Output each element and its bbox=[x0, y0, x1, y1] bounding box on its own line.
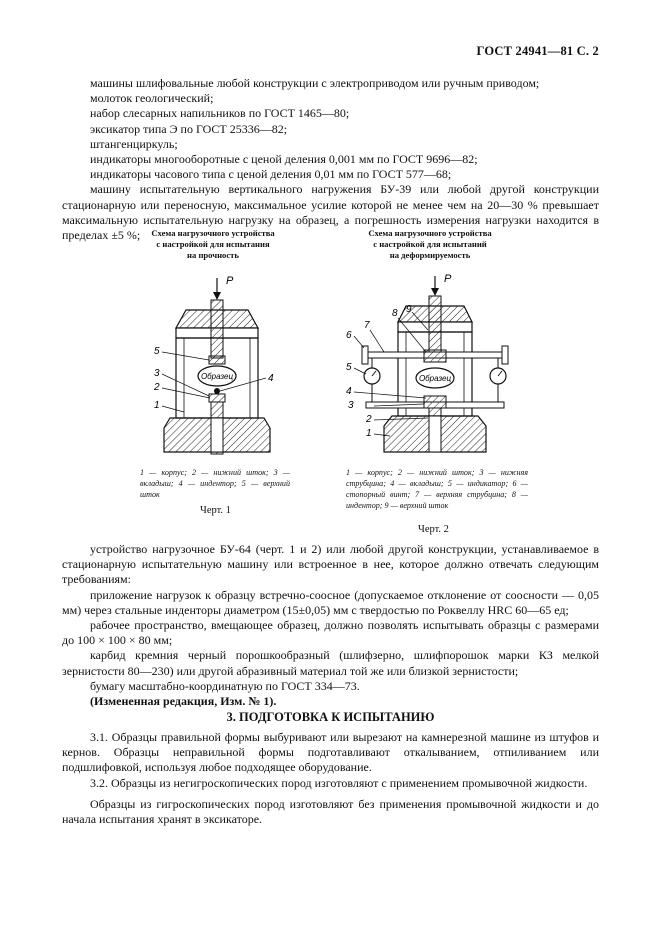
sample-label: Образец bbox=[200, 372, 234, 381]
list-item: машину испытательную вертикального нагружения БУ-39 или любой другой конструкции стационарную или переносную, максимальное усилие которой не менее чем на 20—30 % превышает максимальную испытательную нагрузку на образец, а погрешность измерения нагрузки находится в пределах ±5 %; bbox=[62, 182, 599, 243]
callout-4: 4 bbox=[346, 386, 352, 397]
list-item: набор слесарных напильников по ГОСТ 1465—80; bbox=[90, 106, 350, 121]
loading-device-block bbox=[62, 542, 599, 709]
load-label: Р bbox=[444, 273, 452, 285]
callout-3: 3 bbox=[154, 368, 160, 379]
paragraph-3-2: 3.2. Образцы из негигроскопических пород изготовляют с применением промывочной жидкости. bbox=[90, 775, 588, 790]
callout-4: 4 bbox=[268, 373, 274, 384]
figure1-legend: 1 — корпус; 2 — нижний шток; 3 — вкладыш; 4 — индентор; 5 — верхний шток bbox=[140, 468, 290, 499]
requirement-1: приложение нагрузок к образцу встречно-соосное (допускаемое отклонение от соосности — 0,05 мм) через стальные инденторы диаметром (15±0,05) мм с твердостью по Роквеллу HRC 60—65 ед; bbox=[62, 587, 599, 617]
list-item: машины шлифовальные любой конструкции с электроприводом или ручным приводом; bbox=[90, 76, 540, 90]
load-label: Р bbox=[226, 275, 234, 287]
equipment-list bbox=[62, 76, 599, 243]
requirement-2: рабочее пространство, вмещающее образец, должно позволять испытывать образцы с размерами до 100 × 100 × 80 мм; bbox=[62, 618, 599, 648]
callout-9: 9 bbox=[406, 304, 412, 315]
carbide-item: карбид кремния черный порошкообразный (шлифзерно, шлифпорошок марки КЗ мелкой зернистости 80—230) или другой абразивный материал той же или близкой зернистости; bbox=[62, 648, 599, 678]
callout-2: 2 bbox=[366, 414, 372, 425]
paragraph-3-1: 3.1. Образцы правильной формы выбуривают или вырезают на камнерезной машине из штуфов и кернов. Образцы неправильной формы подготавливают откалыванием, отпиливанием или подшлифовкой, используя любое подходящее оборудование. bbox=[62, 730, 599, 775]
callout-3: 3 bbox=[348, 400, 354, 411]
list-item: индикаторы многооборотные с ценой деления 0,001 мм по ГОСТ 9696—82; bbox=[90, 152, 478, 167]
callout-7: 7 bbox=[364, 320, 370, 331]
section-3-title: 3. ПОДГОТОВКА К ИСПЫТАНИЮ bbox=[226, 710, 435, 724]
callout-2: 2 bbox=[154, 382, 160, 393]
list-item: штангенциркуль; bbox=[90, 136, 178, 151]
section-3-body bbox=[62, 730, 599, 827]
list-item: индикаторы часового типа с ценой деления 0,01 мм по ГОСТ 577—68; bbox=[90, 167, 452, 182]
figure2-title: Схема нагрузочного устройства с настройкой для испытаний на деформируемость bbox=[368, 228, 492, 260]
callout-1: 1 bbox=[154, 400, 160, 411]
page-header: ГОСТ 24941—81 С. 2 bbox=[476, 44, 599, 58]
callout-8: 8 bbox=[392, 308, 398, 319]
callout-1: 1 bbox=[366, 428, 372, 439]
figure2-caption: Черт. 2 bbox=[418, 524, 449, 535]
figure2-legend: 1 — корпус; 2 — нижний шток; 3 — нижняя струбцина; 4 — вкладыш; 5 — индикатор; 6 — стопорный винт; 7 — верхняя струбцина; 8 — индентор; 9 — верхний шток bbox=[346, 468, 528, 510]
amendment-note: (Измененная редакция, Изм. № 1). bbox=[90, 694, 277, 709]
paragraph-3-3: Образцы из гигроскопических пород изготовляют без применения промывочной жидкости и до начала испытания хранят в эксикаторе. bbox=[62, 796, 599, 827]
list-item: эксикатор типа Э по ГОСТ 25336—82; bbox=[90, 121, 288, 136]
figure1-title: Схема нагрузочного устройства с настройкой для испытания на прочность bbox=[151, 228, 275, 260]
list-item: молоток геологический; bbox=[90, 91, 214, 106]
paper-item: бумагу масштабно-координатную по ГОСТ 334—73. bbox=[90, 678, 360, 693]
callout-6: 6 bbox=[346, 330, 352, 341]
callout-5: 5 bbox=[154, 346, 160, 357]
device-intro: устройство нагрузочное БУ-64 (черт. 1 и 2) или любой другой конструкции, устанавливаемое в стационарную испытательную машину или встроенное в нее, которое должно отвечать следующим требованиям: bbox=[62, 542, 599, 587]
figure1-caption: Черт. 1 bbox=[200, 505, 231, 516]
figure1-diagram bbox=[140, 268, 290, 460]
callout-5: 5 bbox=[346, 362, 352, 373]
sample-label: Образец bbox=[418, 374, 452, 383]
figure2-diagram bbox=[340, 268, 530, 460]
